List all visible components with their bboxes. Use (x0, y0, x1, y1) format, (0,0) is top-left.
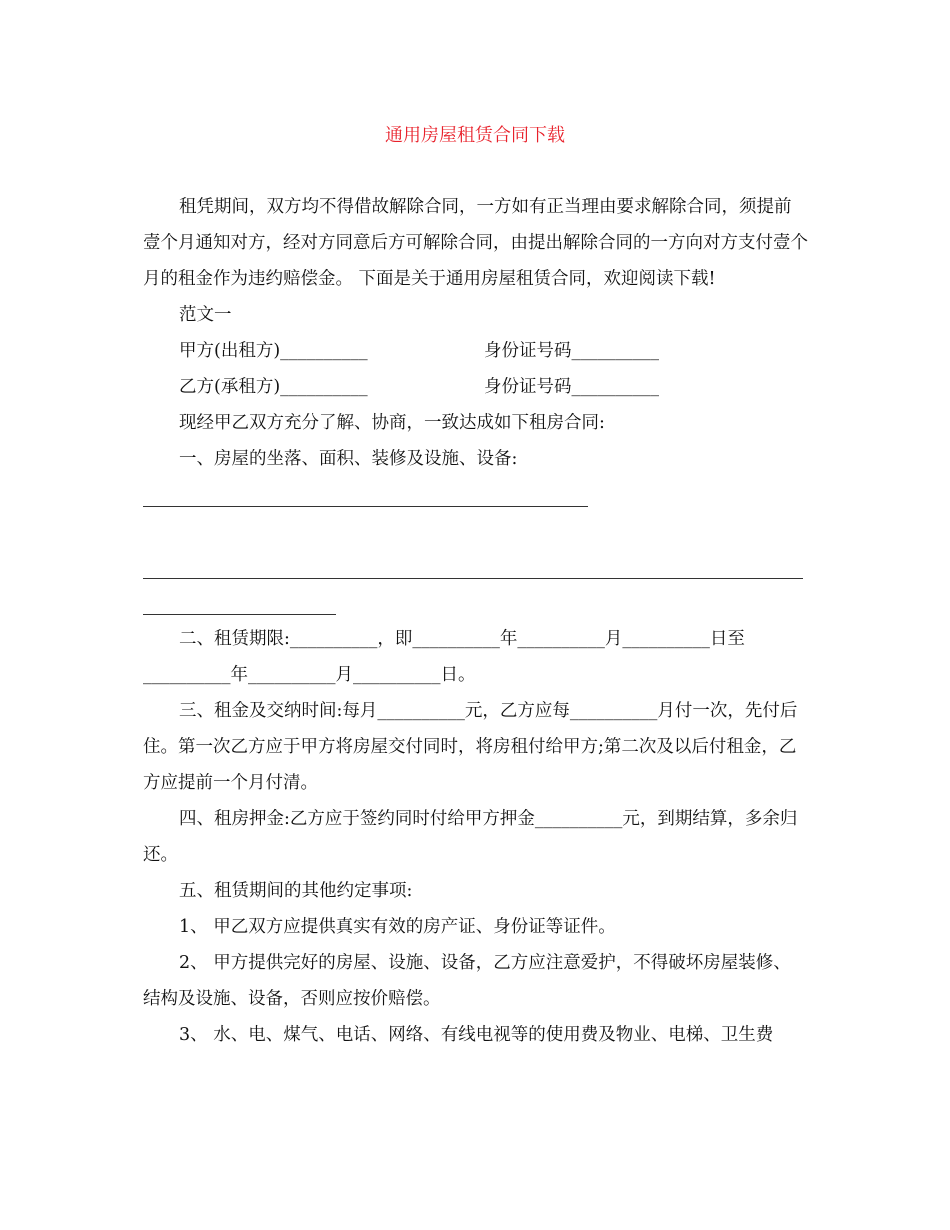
blank-line-3-block (143, 585, 808, 621)
party-b-row (143, 369, 808, 405)
party-a-field: 甲方(出租方)__________ (179, 341, 368, 361)
blank-line-2-block (143, 549, 808, 585)
agreement-line: 现经甲乙双方充分了解、协商，一致达成如下租房合同: (179, 413, 605, 433)
document-body (143, 189, 808, 1053)
blank-line-2 (143, 578, 803, 579)
document-title: 通用房屋租赁合同下载 (385, 125, 565, 146)
party-b-id-field: 身份证号码__________ (484, 377, 659, 397)
blank-line-1-block (143, 477, 808, 513)
party-a-id-field: 身份证号码__________ (484, 341, 659, 361)
section-4-paragraph: 四、租房押金:乙方应于签约同时付给甲方押金__________元，到期结算，多余归还。 (143, 809, 798, 865)
section-3-paragraph: 三、租金及交纳时间:每月__________元，乙方应每__________月付一次，先付后住。第一次乙方应于甲方将房屋交付同时，将房租付给甲方;第二次及以后付租金，乙方应提前一个月付清。 (143, 701, 798, 793)
item-2-paragraph: 2、 甲方提供完好的房屋、设施、设备，乙方应注意爱护，不得破坏房屋装修、结构及设施、设备，否则应按价赔偿。 (143, 953, 791, 1009)
section-2-paragraph: 二、租赁期限:__________，即__________年__________月__________日至__________年__________月__________日。 (143, 629, 745, 685)
section-5-heading: 五、租赁期间的其他约定事项: (179, 881, 413, 901)
item-1-paragraph: 1、 甲乙双方应提供真实有效的房产证、身份证等证件。 (179, 917, 616, 937)
intro-paragraph: 租凭期间，双方均不得借故解除合同，一方如有正当理由要求解除合同，须提前壹个月通知对方，经对方同意后方可解除合同，由提出解除合同的一方向对方支付壹个月的租金作为违约赔偿金。 下面是关于通用房屋租赁合同，欢迎阅读下载! (143, 197, 808, 289)
section-1-heading: 一、房屋的坐落、面积、装修及设施、设备: (179, 449, 518, 469)
item-3-paragraph: 3、 水、电、煤气、电话、网络、有线电视等的使用费及物业、电梯、卫生费 (179, 1025, 774, 1045)
blank-line-3 (143, 614, 336, 615)
blank-line-1 (143, 506, 588, 507)
blank-gap (143, 513, 808, 549)
party-a-row (143, 333, 808, 369)
sample-label: 范文一 (179, 305, 232, 325)
party-b-field: 乙方(承租方)__________ (179, 377, 368, 397)
